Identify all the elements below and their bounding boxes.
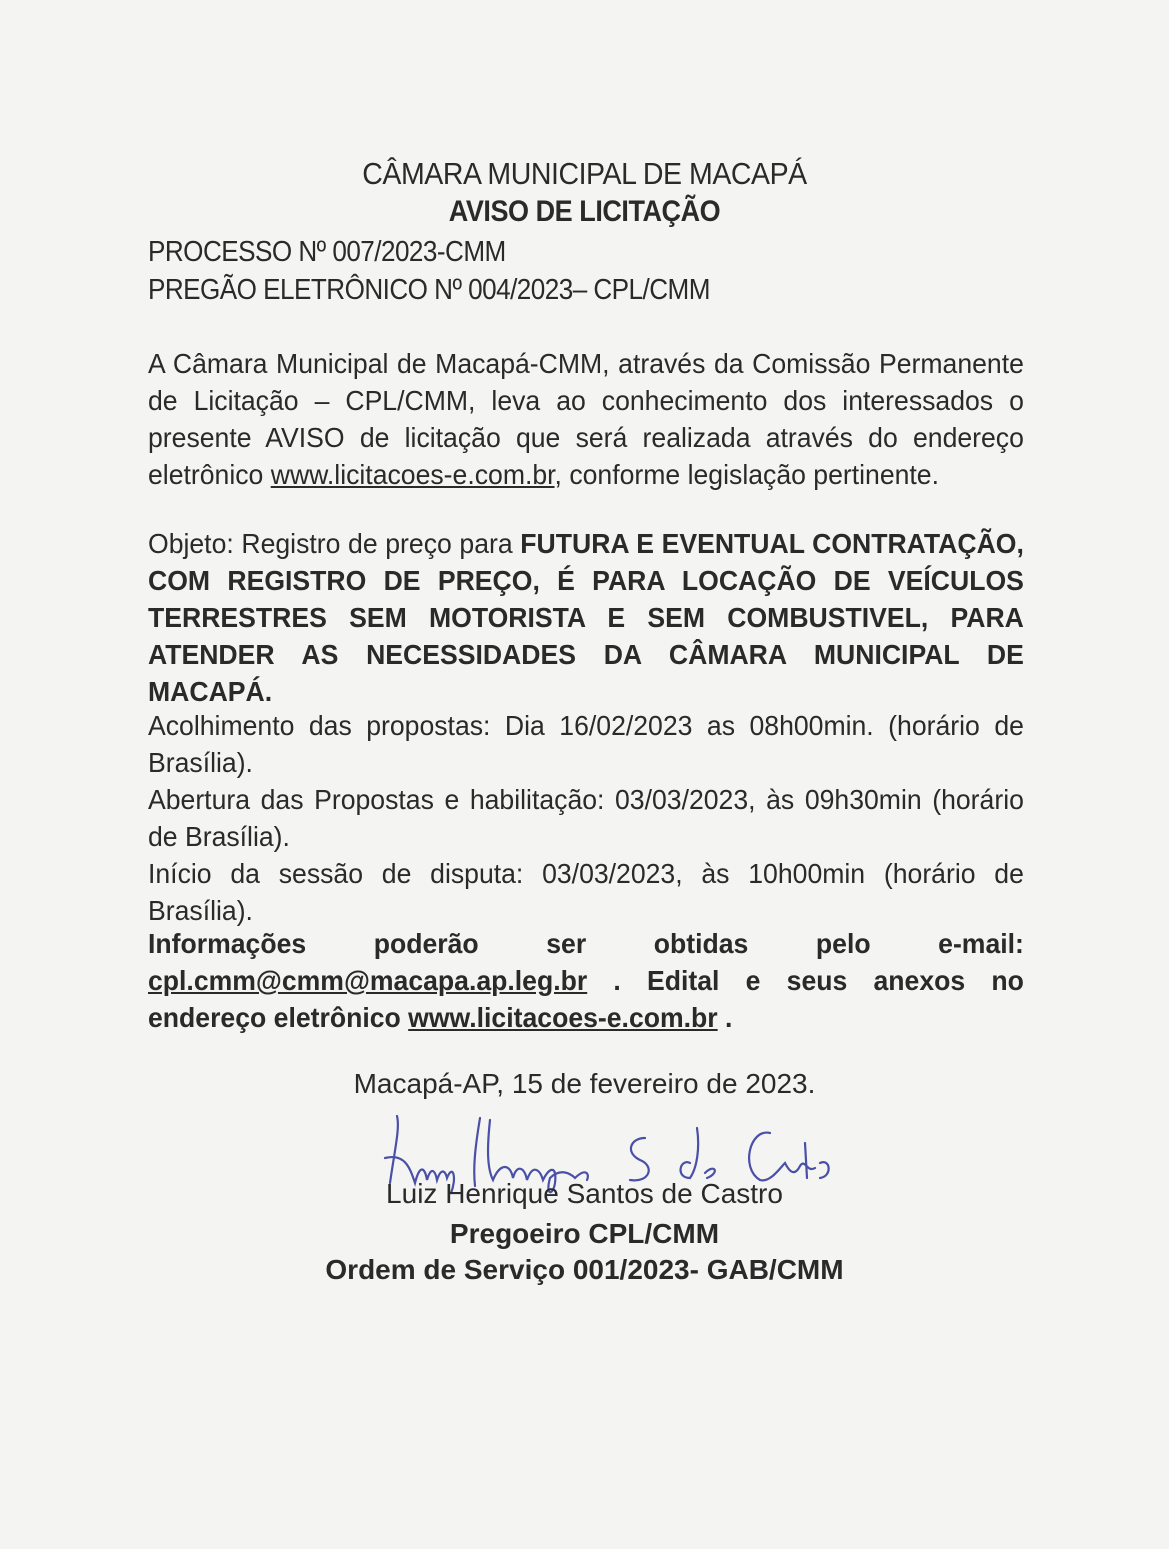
place-date: Macapá-AP, 15 de fevereiro de 2023. [353, 1068, 816, 1099]
object-description: FUTURA E EVENTUAL CONTRATAÇÃO, COM REGISTRO DE PREÇO, É PARA LOCAÇÃO DE VEÍCULOS TERRESTRES SEM MOTORISTA E SEM COMBUSTIVEL, PARA ATENDER AS NECESSIDADES DA CÂMARA MUNICIPAL DE MACAPÁ. [148, 528, 1024, 707]
info-paragraph [148, 925, 1024, 1036]
info-text: Informações poderão ser obtidas pelo e-mail: [148, 928, 1024, 959]
service-order: Ordem de Serviço 001/2023- GAB/CMM [325, 1254, 844, 1285]
schedule-block [148, 707, 1024, 929]
proposal-reception: Acolhimento das propostas: Dia 16/02/2023 as 08h00min. (horário de Brasília). [148, 710, 1024, 778]
process-number: PROCESSO Nº 007/2023-CMM [148, 236, 506, 268]
info-mid: . Edital e seus anexos no endereço eletrônico [148, 965, 1024, 1033]
object-paragraph [148, 525, 1024, 710]
licitacoes-link[interactable]: www.licitacoes-e.com.br [270, 459, 555, 490]
institution-heading: CÂMARA MUNICIPAL DE MACAPÁ [362, 156, 807, 191]
signer-role: Pregoeiro CPL/CMM [449, 1218, 720, 1249]
intro-tail: , conforme legislação pertinente. [554, 459, 940, 490]
email-link[interactable]: cpl.cmm@cmm@macapa.ap.leg.br [148, 965, 588, 996]
intro-text: A Câmara Municipal de Macapá-CMM, através da Comissão Permanente de Licitação – CPL/CMM, leva ao conhecimento dos interessados o presente AVISO de licitação que será realizada através do endereço eletrônico [148, 348, 1024, 490]
object-label: Objeto: Registro de preço para [148, 528, 521, 559]
notice-title: AVISO DE LICITAÇÃO [448, 195, 721, 228]
signer-name: Luiz Henrique Santos de Castro [386, 1178, 783, 1209]
auction-number: PREGÃO ELETRÔNICO Nº 004/2023– CPL/CMM [148, 274, 710, 306]
info-tail: . [717, 1002, 733, 1033]
proposal-opening: Abertura das Propostas e habilitação: 03/03/2023, às 09h30min (horário de Brasília). [148, 784, 1024, 852]
intro-paragraph [148, 345, 1024, 493]
edital-link[interactable]: www.licitacoes-e.com.br [408, 1002, 718, 1033]
dispute-start: Início da sessão de disputa: 03/03/2023, às 10h00min (horário de Brasília). [148, 858, 1024, 926]
